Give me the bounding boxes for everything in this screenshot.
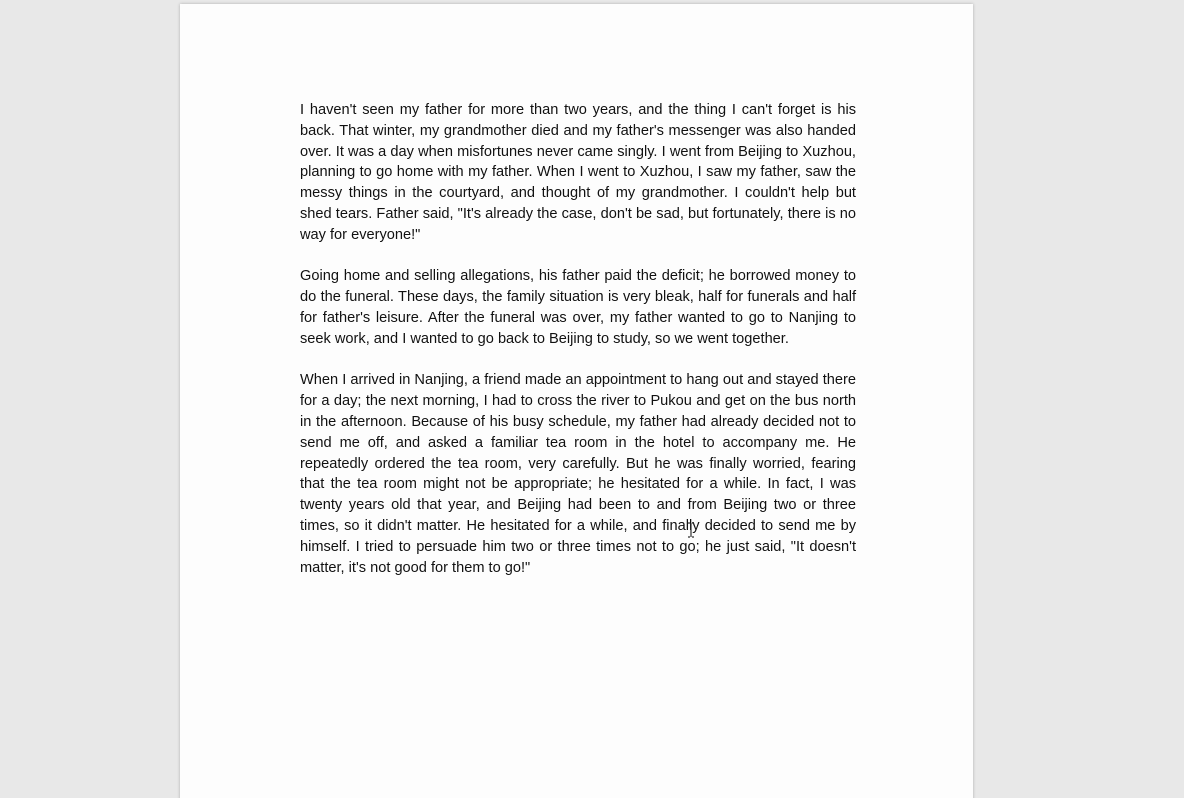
paragraph-1[interactable]: I haven't seen my father for more than two years, and the thing I can't forget is his back. That winter, my grandmother died and my father's messenger was also handed over. It was a day when misfortunes never came singly. I went from Beijing to Xuzhou, planning to go home with my father. When I went to Xuzhou, I saw my father, saw the messy things in the courtyard, and thought of my grandmother. I couldn't help but shed tears. Father said, "It's already the case, don't be sad, but fortunately, there is no way for everyone!" [300, 102, 856, 243]
document-body[interactable] [300, 100, 856, 599]
paragraph-3[interactable]: When I arrived in Nanjing, a friend made an appointment to hang out and stayed there for a day; the next morning, I had to cross the river to Pukou and get on the bus north in the afternoon. Because of his busy schedule, my father had already decided not to send me off, and asked a familiar tea room in the hotel to accompany me. He repeatedly ordered the tea room, very carefully. But he was finally worried, fearing that the tea room might not be appropriate; he hesitated for a while. In fact, I was twenty years old that year, and Beijing had been to and from Beijing two or three times, so it didn't matter. He hesitated for a while, and finally decided to send me by himself. I tried to persuade him two or three times not to go; he just said, "It doesn't matter, it's not good for them to go!" [300, 372, 856, 576]
document-page[interactable] [180, 4, 973, 798]
text-cursor-icon [687, 522, 695, 538]
paragraph-2[interactable]: Going home and selling allegations, his father paid the deficit; he borrowed money to do the funeral. These days, the family situation is very bleak, half for funerals and half for father's leisure. After the funeral was over, my father wanted to go to Nanjing to seek work, and I wanted to go back to Beijing to study, so we went together. [300, 268, 856, 347]
